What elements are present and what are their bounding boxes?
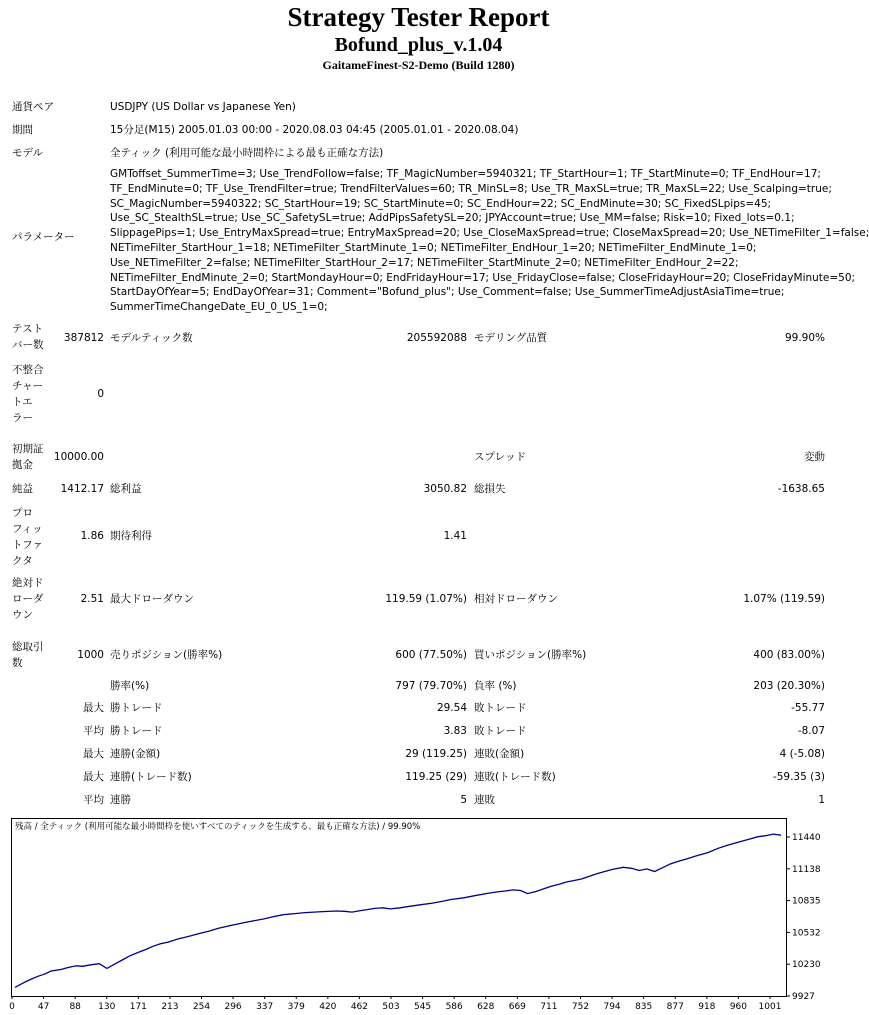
avg-consec-win-label: 連勝 — [110, 794, 131, 806]
avg-consec-win-value: 5 — [460, 794, 467, 806]
x-axis — [9, 996, 781, 1012]
params-line: Use_SC_StealthSL=true; Use_SC_SafetySL=true; AddPipsSafetySL=20; JPYAccount=true; Use_MM=false; Risk=10; Fixed_lots=0.1; — [110, 212, 795, 225]
net-value: 1412.17 — [60, 483, 104, 495]
win-rate-value: 797 (79.70%) — [395, 680, 467, 692]
params-line: NETimeFilter_StartHour_1=18; NETimeFilter_StartMinute_1=0; NETimeFilter_EndHour_1=20; NETimeFilter_EndMinute_1=0; — [110, 241, 757, 254]
avg-loss-value: -8.07 — [797, 725, 825, 737]
pf-label: プロ フィッ トファ クタ — [12, 507, 43, 567]
rel-dd-label: 相対ドローダウン — [474, 593, 558, 605]
largest-loss-value: -55.77 — [791, 702, 825, 714]
y-tick-label: 9927 — [792, 992, 815, 1002]
params-line: SummerTimeChangeDate_EU_0_US_1=0; — [110, 301, 328, 314]
period-value: 15分足(M15) 2005.01.03 00:00 - 2020.08.03 04:45 (2005.01.01 - 2020.08.04) — [110, 124, 519, 136]
report-title: Strategy Tester Report — [287, 2, 550, 32]
symbol-label: 通貨ペア — [12, 101, 54, 113]
avg-loss-label: 敗トレード — [474, 725, 527, 737]
average-prefix: 平均 — [83, 725, 104, 737]
spread-value: 変動 — [804, 451, 825, 463]
x-tick-label: 379 — [287, 1002, 305, 1012]
gross-loss-label: 総損失 — [474, 483, 506, 495]
largest-win-value: 29.54 — [436, 702, 467, 714]
params-label: パラメーター — [12, 231, 75, 243]
loss-rate-label: 負率 (%) — [474, 680, 517, 692]
bars-value: 387812 — [63, 332, 104, 344]
x-tick-label: 545 — [413, 1002, 432, 1012]
gross-loss-value: -1638.65 — [777, 483, 825, 495]
short-label: 売りポジション(勝率%) — [110, 649, 223, 661]
consec-loss-money-label: 連敗(金額) — [474, 748, 525, 760]
x-tick-label: 213 — [161, 1002, 179, 1012]
y-tick-label: 11138 — [792, 864, 821, 875]
y-tick-label: 10230 — [792, 960, 821, 971]
x-tick-label: 0 — [9, 1002, 15, 1012]
max-dd-value: 119.59 (1.07%) — [385, 593, 467, 605]
x-tick-label: 752 — [571, 1002, 590, 1012]
x-tick-label: 1001 — [758, 1002, 782, 1012]
deposit-label: 初期証 拠金 — [12, 443, 44, 471]
avg-win-label: 勝トレード — [110, 725, 163, 737]
chart-caption: 残高 / 全ティック (利用可能な最小時間枠を使いすべてのティックを生成する、最も正確な方法) / 99.90% — [15, 822, 421, 832]
bars-label: テスト バー数 — [12, 323, 44, 351]
spread-label: スプレッド — [474, 451, 526, 463]
avg-consec-loss-label: 連敗 — [474, 794, 495, 806]
x-tick-label: 503 — [382, 1002, 400, 1012]
params-line: SlippagePips=1; Use_EntryMaxSpread=true; EntryMaxSpread=20; Use_CloseMaxSpread=true; CloseMaxSpread=20; Use_NETimeFilter_1=false; — [110, 227, 869, 240]
x-tick-label: 877 — [666, 1002, 684, 1012]
consec-win-count-value: 119.25 (29) — [405, 771, 467, 783]
max-prefix: 最大 — [83, 771, 104, 783]
consec-win-money-value: 29 (119.25) — [405, 748, 467, 760]
short-value: 600 (77.50%) — [395, 649, 467, 661]
params-line: TF_EndMinute=0; TF_Use_TrendFilter=true; TrendFilterValues=60; TR_MinSL=8; Use_TR_MaxSL=true; TR_MaxSL=22; Use_Scalping=true; — [110, 182, 832, 195]
x-tick-label: 628 — [477, 1002, 495, 1012]
x-tick-label: 918 — [698, 1002, 716, 1012]
params-text — [110, 167, 869, 315]
ticks-label: モデルティック数 — [110, 332, 193, 344]
long-value: 400 (83.00%) — [753, 649, 825, 661]
balance-chart — [11, 818, 831, 1015]
server-name: GaitameFinest-S2-Demo (Build 1280) — [322, 58, 515, 72]
largest-loss-label: 敗トレード — [474, 702, 527, 714]
x-tick-label: 711 — [540, 1002, 558, 1012]
model-label: モデル — [12, 147, 43, 159]
trades-label: 総取引 数 — [12, 641, 44, 669]
x-tick-label: 130 — [98, 1002, 116, 1012]
x-tick-label: 794 — [603, 1002, 621, 1012]
period-label: 期間 — [12, 124, 33, 136]
model-value: 全ティック (利用可能な最小時間枠による最も正確な方法) — [110, 147, 384, 159]
consec-win-count-label: 連勝(トレード数) — [110, 771, 192, 783]
abs-dd-value: 2.51 — [80, 593, 104, 605]
x-tick-label: 171 — [129, 1002, 147, 1012]
params-line: Use_NETimeFilter_2=false; NETimeFilter_StartHour_2=17; NETimeFilter_StartMinute_2=0; NETimeFilter_EndHour_2=22; — [110, 256, 739, 269]
params-line: SC_MagicNumber=5940322; SC_StartHour=19; SC_StartMinute=0; SC_EndHour=22; SC_EndMinute=30; SC_FixedSLpips=45; — [110, 197, 772, 210]
quality-value: 99.90% — [784, 332, 825, 344]
expected-label: 期待利得 — [110, 530, 152, 542]
x-tick-label: 835 — [635, 1002, 653, 1012]
largest-win-label: 勝トレード — [110, 702, 163, 714]
x-tick-label: 669 — [508, 1002, 526, 1012]
gross-profit-value: 3050.82 — [423, 483, 467, 495]
ticks-value: 205592088 — [406, 332, 467, 344]
x-tick-label: 254 — [192, 1002, 211, 1012]
x-tick-label: 296 — [224, 1002, 242, 1012]
params-line: GMToffset_SummerTime=3; Use_TrendFollow=false; TF_MagicNumber=5940321; TF_StartHour=1; TF_StartMinute=0; TF_EndHour=17; — [110, 168, 821, 180]
x-tick-label: 88 — [69, 1002, 81, 1012]
consec-win-money-label: 連勝(金額) — [110, 748, 161, 760]
rel-dd-value: 1.07% (119.59) — [743, 593, 825, 605]
pf-value: 1.86 — [80, 530, 104, 542]
win-rate-label: 勝率(%) — [110, 680, 150, 692]
gross-profit-label: 総利益 — [110, 483, 142, 495]
params-line: StartDayOfYear=5; EndDayOfYear=31; Comment="Bofund_plus"; Use_Comment=false; Use_SummerTimeAdjustAsiaTime=true; — [110, 286, 785, 299]
max-dd-label: 最大ドローダウン — [110, 593, 194, 605]
expected-value: 1.41 — [443, 530, 467, 542]
avg-win-value: 3.83 — [443, 725, 467, 737]
x-tick-label: 586 — [445, 1002, 463, 1012]
y-tick-label: 10532 — [792, 928, 821, 939]
consec-loss-money-value: 4 (-5.08) — [779, 748, 825, 760]
trades-value: 1000 — [77, 649, 104, 661]
y-axis — [786, 833, 821, 1002]
x-tick-label: 420 — [319, 1002, 337, 1012]
consec-loss-count-value: -59.35 (3) — [772, 771, 825, 783]
params-line: NETimeFilter_EndMinute_2=0; StartMondayHour=0; EndFridayHour=17; Use_FridayClose=false; CloseFridayHour=20; CloseFridayMinute=50; — [110, 271, 856, 284]
mismatch-value: 0 — [97, 388, 104, 400]
x-tick-label: 960 — [729, 1002, 748, 1012]
net-label: 純益 — [12, 483, 33, 495]
largest-prefix: 最大 — [83, 702, 104, 714]
x-tick-label: 337 — [256, 1002, 274, 1012]
loss-rate-value: 203 (20.30%) — [753, 680, 825, 692]
abs-dd-label: 絶対ド ローダ ウン — [12, 577, 44, 621]
x-tick-label: 47 — [37, 1002, 50, 1012]
ea-name: Bofund_plus_v.1.04 — [334, 34, 503, 56]
consec-loss-count-label: 連敗(トレード数) — [474, 771, 556, 783]
mismatch-label: 不整合 チャー トエ ラー — [12, 364, 44, 424]
long-label: 買いポジション(勝率%) — [474, 649, 587, 661]
quality-label: モデリング品質 — [474, 332, 548, 344]
y-tick-label: 10835 — [792, 896, 821, 907]
x-tick-label: 462 — [350, 1002, 369, 1012]
max-prefix: 最大 — [83, 748, 104, 760]
average-prefix: 平均 — [83, 794, 104, 806]
symbol-value: USDJPY (US Dollar vs Japanese Yen) — [110, 101, 296, 113]
y-tick-label: 11440 — [792, 833, 821, 843]
avg-consec-loss-value: 1 — [818, 794, 825, 806]
deposit-value: 10000.00 — [53, 451, 104, 463]
